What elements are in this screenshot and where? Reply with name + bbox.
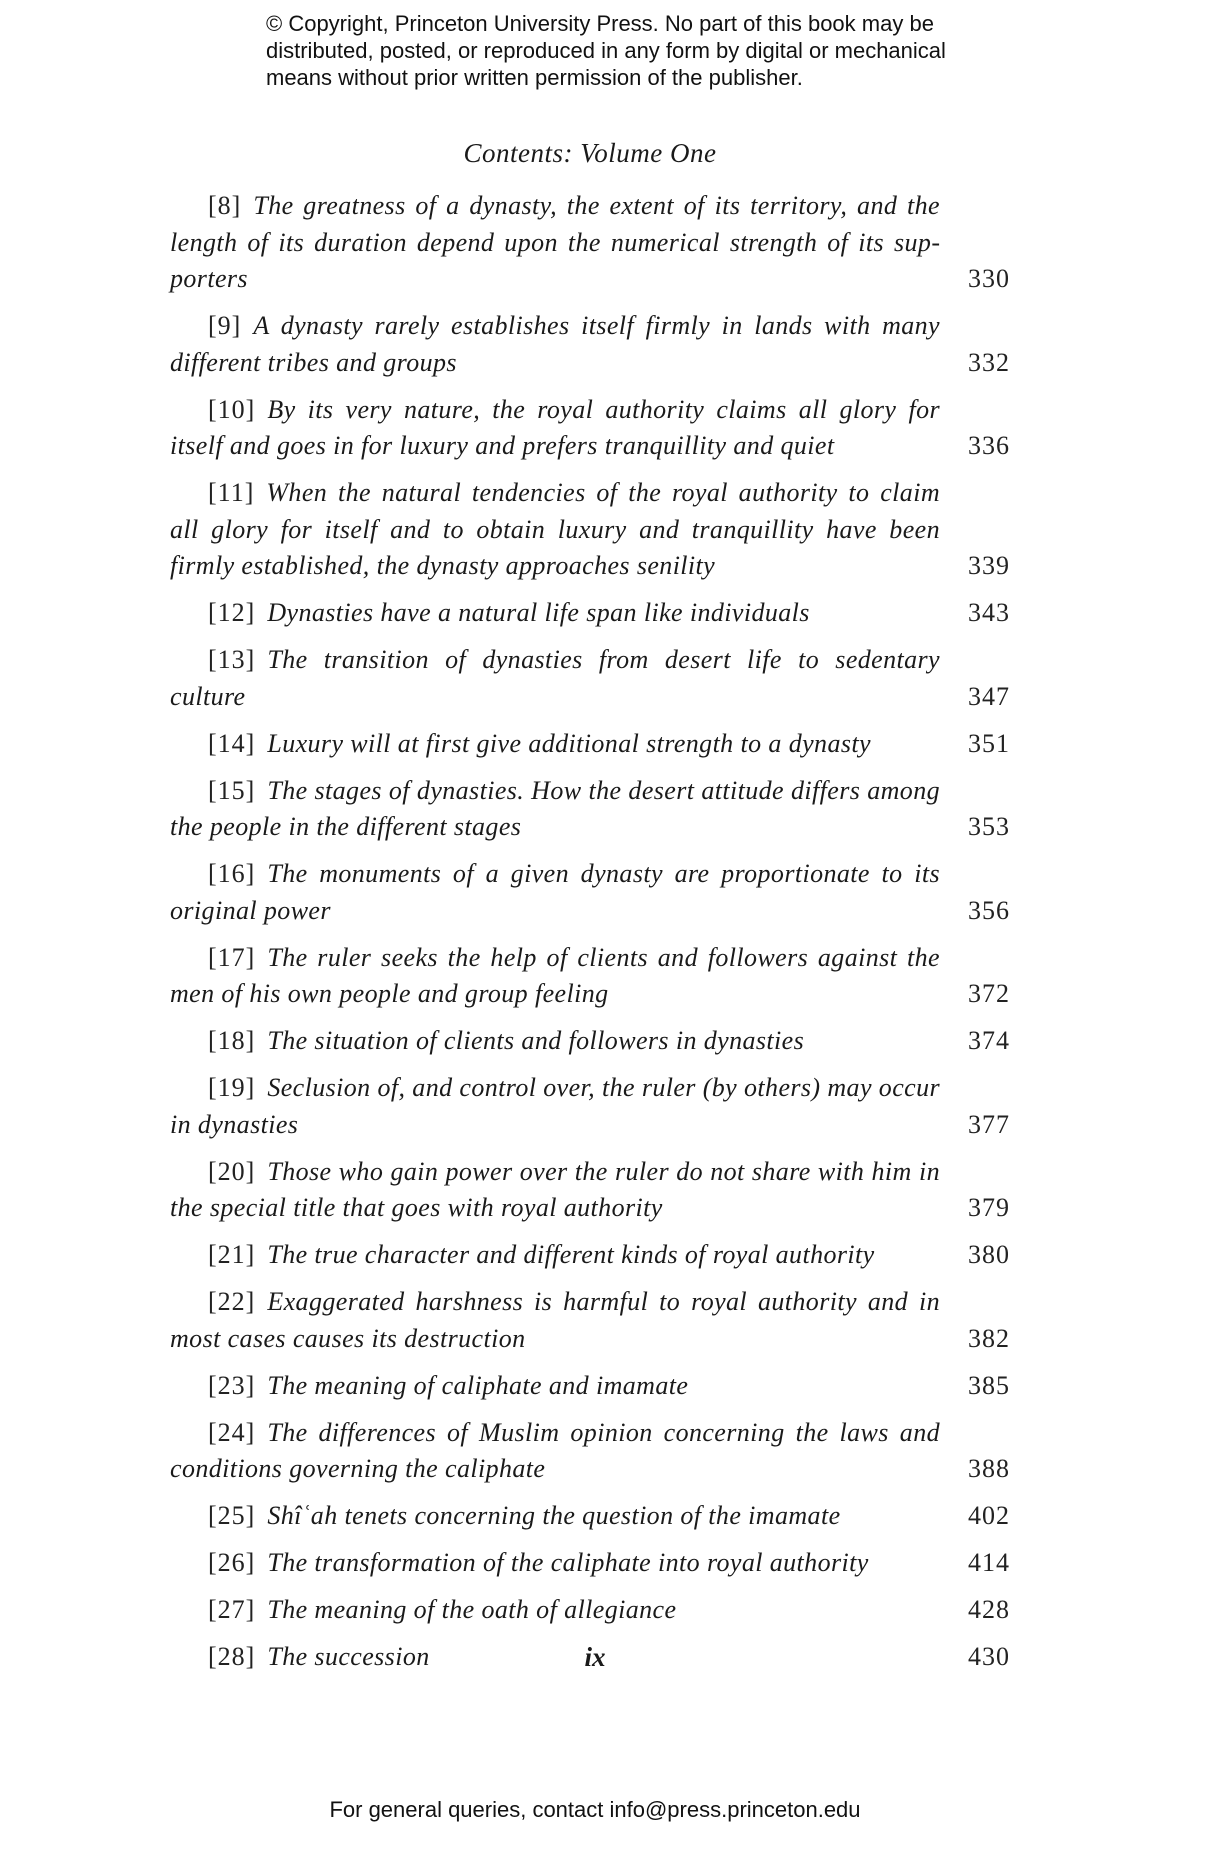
copyright-notice: © Copyright, Princeton University Press. No part of this book may be distributed, posted, or reproduced in any form by digital or mechanical means without prior written permission of the publisher. <box>266 11 946 90</box>
toc-entry <box>170 188 1010 298</box>
toc-entry-text <box>170 308 940 381</box>
chapter-title: The transformation of the caliphate into royal authority <box>267 1548 869 1577</box>
chapter-title: The meaning of the oath of allegiance <box>267 1595 677 1624</box>
page-reference: 353 <box>968 812 1010 841</box>
toc-entry <box>170 1237 1010 1274</box>
toc-entry-text <box>170 1498 940 1535</box>
chapter-title: The greatness of a dynasty, the extent of its territory, and the length of its duration depend upon the numerical strength of its supporters <box>170 191 940 293</box>
chapter-title: A dynasty rarely establishes itself firmly in lands with many different tribes and groups <box>170 311 940 377</box>
toc-entry-text <box>170 726 940 763</box>
toc-entry <box>170 1154 1010 1227</box>
page-number: ix <box>584 1642 606 1672</box>
toc-entry <box>170 475 1010 585</box>
chapter-title: Exaggerated harshness is harmful to royal authority and in most cases causes its destruction <box>170 1287 940 1353</box>
toc-entry-text <box>170 1592 940 1629</box>
toc-entry <box>170 308 1010 381</box>
running-head: Contents: Volume One <box>463 138 717 168</box>
toc-entry <box>170 726 1010 763</box>
page-reference: 374 <box>968 1026 1010 1055</box>
toc-entry-text <box>170 1284 940 1357</box>
toc-entry-text <box>170 1415 940 1488</box>
chapter-title: The monuments of a given dynasty are proportionate to its original power <box>170 859 940 925</box>
chapter-number: [11] <box>208 478 255 507</box>
chapter-title: The true character and different kinds of royal authority <box>267 1240 875 1269</box>
page-reference: 372 <box>968 979 1010 1008</box>
chapter-number: [16] <box>208 859 256 888</box>
toc-entry <box>170 1070 1010 1143</box>
page-reference: 339 <box>968 551 1010 580</box>
toc-entry-text <box>170 1545 940 1582</box>
chapter-number: [14] <box>208 728 256 758</box>
chapter-number: [25] <box>208 1501 256 1530</box>
toc-entry-text <box>170 1237 940 1274</box>
chapter-title: Seclusion of, and control over, the ruler (by others) may occur in dynasties <box>170 1073 940 1139</box>
toc-entry-text <box>170 392 940 465</box>
toc-entry <box>170 1415 1010 1488</box>
chapter-number: [19] <box>208 1073 256 1102</box>
toc-entry-text <box>170 475 940 585</box>
toc-entry-text <box>170 1070 940 1143</box>
chapter-number: [13] <box>208 645 256 674</box>
toc-entry-text <box>170 856 940 929</box>
chapter-title: The succession <box>267 1642 430 1671</box>
chapter-title: By its very nature, the royal authority claims all glory for itself and goes in for luxury and prefers tranquillity and quiet <box>170 394 940 460</box>
toc-entry <box>170 1368 1010 1405</box>
toc-entry <box>170 1592 1010 1629</box>
page-reference: 332 <box>968 347 1010 377</box>
toc-entry <box>170 940 1010 1013</box>
toc-entry <box>170 392 1010 465</box>
chapter-number: [28] <box>208 1642 256 1671</box>
page-reference: 356 <box>968 895 1010 925</box>
page-reference: 377 <box>968 1109 1010 1139</box>
toc-entry-text <box>170 642 940 715</box>
page-reference: 379 <box>968 1193 1010 1222</box>
chapter-title: The ruler seeks the help of clients and followers against the men of his own people and group feeling <box>170 942 940 1008</box>
page-reference: 347 <box>968 681 1010 711</box>
toc-entry <box>170 595 1010 632</box>
toc-entry <box>170 856 1010 929</box>
toc-entry <box>170 1545 1010 1582</box>
chapter-number: [10] <box>208 394 256 424</box>
page-reference: 385 <box>968 1370 1010 1400</box>
chapter-number: [8] <box>208 191 242 220</box>
chapter-number: [17] <box>208 942 256 972</box>
chapter-number: [20] <box>208 1156 256 1186</box>
toc-entry-text <box>170 188 940 298</box>
page-reference: 380 <box>968 1240 1010 1269</box>
toc-entry <box>170 773 1010 846</box>
chapter-title: Luxury will at first give additional strength to a dynasty <box>267 728 871 758</box>
chapter-title: Shîʿah tenets concerning the question of the imamate <box>267 1501 841 1530</box>
chapter-number: [21] <box>208 1240 256 1269</box>
chapter-title: Those who gain power over the ruler do not share with him in the special title that goes with royal authority <box>170 1156 940 1222</box>
toc-entry-text <box>170 595 940 632</box>
chapter-title: The transition of dynasties from desert life to sedentary culture <box>170 645 940 711</box>
chapter-title: The meaning of caliphate and imamate <box>267 1370 689 1400</box>
chapter-title: The situation of clients and followers in dynasties <box>267 1026 805 1055</box>
toc-entry-text <box>170 1368 940 1405</box>
toc-entry <box>170 1284 1010 1357</box>
toc-entry-text <box>170 1023 940 1060</box>
chapter-title: The differences of Muslim opinion concerning the laws and conditions governing the caliphate <box>170 1417 940 1483</box>
table-of-contents <box>170 188 1010 1686</box>
toc-entry-text <box>170 940 940 1013</box>
toc-entry <box>170 642 1010 715</box>
chapter-title: The stages of dynasties. How the desert attitude differs among the people in the different stages <box>170 775 940 841</box>
chapter-number: [9] <box>208 311 242 340</box>
toc-entry-text <box>170 773 940 846</box>
chapter-number: [12] <box>208 598 256 627</box>
chapter-number: [18] <box>208 1026 256 1055</box>
page-reference: 343 <box>968 598 1010 627</box>
toc-entry <box>170 1498 1010 1535</box>
chapter-number: [26] <box>208 1548 256 1577</box>
chapter-number: [15] <box>208 775 256 805</box>
page-reference: 351 <box>968 728 1010 758</box>
page-reference: 330 <box>968 264 1010 293</box>
page-reference: 402 <box>968 1501 1010 1530</box>
toc-entry <box>170 1023 1010 1060</box>
page-reference: 414 <box>968 1548 1010 1577</box>
footer-contact: For general queries, contact info@press.princeton.edu <box>329 1797 861 1822</box>
page-reference: 430 <box>968 1642 1010 1671</box>
chapter-number: [24] <box>208 1417 256 1447</box>
page-reference: 382 <box>968 1323 1010 1353</box>
chapter-title: Dynasties have a natural life span like individuals <box>267 598 810 627</box>
chapter-number: [22] <box>208 1287 256 1316</box>
toc-entry-text <box>170 1154 940 1227</box>
page-reference: 388 <box>968 1454 1010 1483</box>
page-reference: 336 <box>968 431 1010 460</box>
chapter-number: [27] <box>208 1595 256 1624</box>
chapter-title: When the natural tendencies of the royal authority to claim all glory for itself and to obtain luxury and tranquillity have been firmly established, the dynasty approaches senility <box>170 478 940 580</box>
chapter-number: [23] <box>208 1370 256 1400</box>
page-reference: 428 <box>968 1595 1010 1624</box>
